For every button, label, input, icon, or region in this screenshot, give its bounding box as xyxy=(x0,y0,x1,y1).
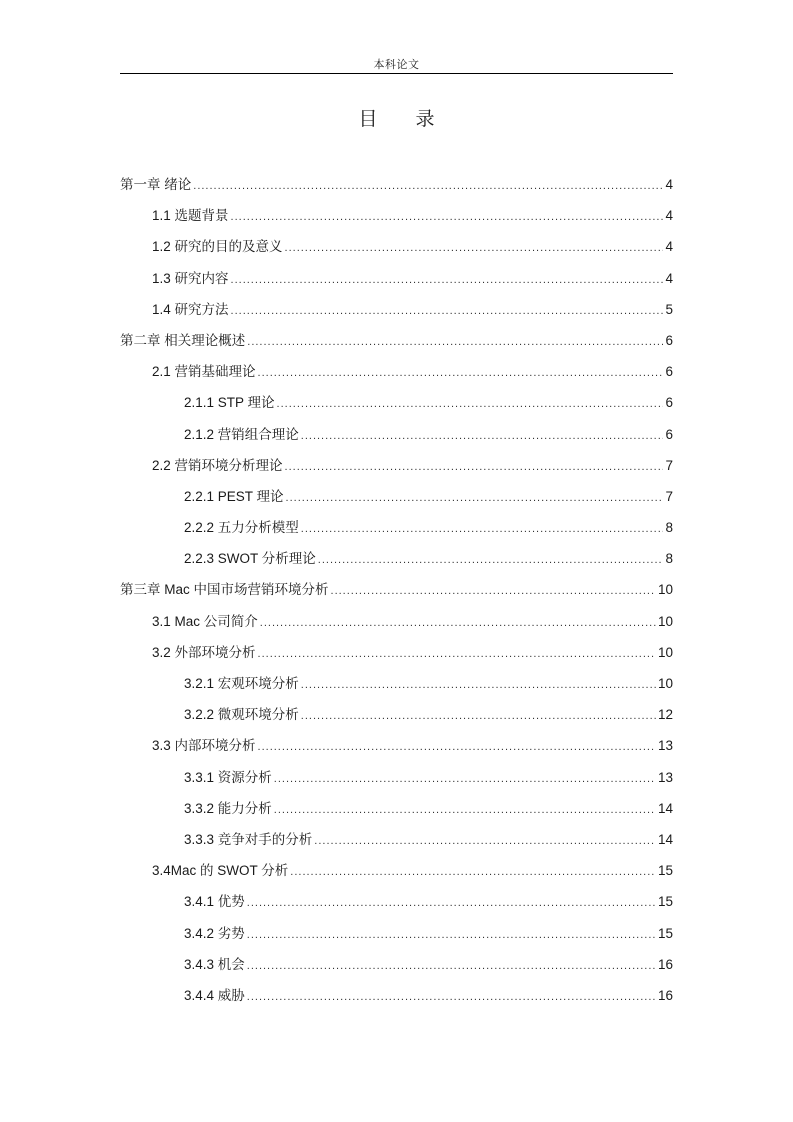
toc-dot-leader xyxy=(301,705,656,727)
running-header: 本科论文 xyxy=(373,58,420,71)
toc-entry-title: 2.2 营销环境分析理论 xyxy=(152,457,283,473)
toc-dot-leader xyxy=(285,456,664,478)
toc-entry[interactable] xyxy=(120,174,673,205)
toc-entry[interactable] xyxy=(120,829,673,860)
toc-dot-leader xyxy=(274,768,656,790)
toc-entry-page-number: 6 xyxy=(665,426,673,442)
toc-entry-title: 3.3.3 竞争对手的分析 xyxy=(184,831,313,847)
toc-entry-page-number: 12 xyxy=(657,707,673,723)
toc-entry-title: 3.4.1 优势 xyxy=(184,894,245,910)
toc-entry-page-number: 15 xyxy=(657,894,673,910)
toc-dot-leader xyxy=(318,549,664,571)
toc-dot-leader xyxy=(285,237,664,259)
toc-entry-title: 3.4.2 劣势 xyxy=(184,925,245,941)
toc-entry-page-number: 5 xyxy=(665,301,673,317)
toc-entry[interactable] xyxy=(120,985,673,1016)
toc-entry-title: 2.1.2 营销组合理论 xyxy=(184,426,299,442)
toc-dot-leader xyxy=(301,518,664,540)
toc-entry[interactable] xyxy=(120,860,673,891)
toc-dot-leader xyxy=(314,830,656,852)
toc-entry-title: 1.2 研究的目的及意义 xyxy=(152,239,283,255)
toc-dot-leader xyxy=(301,425,664,447)
toc-title: 目 录 xyxy=(358,108,451,130)
toc-dot-leader xyxy=(231,269,664,291)
toc-entry-title: 1.1 选题背景 xyxy=(152,208,229,224)
toc-entry-title: 2.2.3 SWOT 分析理论 xyxy=(184,551,316,567)
toc-entry[interactable] xyxy=(120,268,673,299)
toc-entry-page-number: 15 xyxy=(657,925,673,941)
toc-entry-title: 2.1.1 STP 理论 xyxy=(184,395,275,411)
toc-entry[interactable] xyxy=(120,205,673,236)
toc-entry-title: 3.4Mac 的 SWOT 分析 xyxy=(152,863,289,879)
toc-dot-leader xyxy=(247,924,656,946)
toc-entry-title: 1.4 研究方法 xyxy=(152,301,229,317)
toc-entry-title: 3.2.2 微观环境分析 xyxy=(184,707,299,723)
toc-dot-leader xyxy=(301,674,656,696)
toc-entry-page-number: 6 xyxy=(665,395,673,411)
toc-dot-leader xyxy=(247,955,656,977)
toc-entry[interactable] xyxy=(120,517,673,548)
toc-dot-leader xyxy=(290,861,656,883)
toc-entry-title: 第三章 Mac 中国市场营销环境分析 xyxy=(120,582,329,598)
toc-dot-leader xyxy=(258,643,656,665)
toc-entry[interactable] xyxy=(120,704,673,735)
toc-entry-title: 3.3.2 能力分析 xyxy=(184,800,272,816)
toc-entry[interactable] xyxy=(120,579,673,610)
toc-entry-page-number: 4 xyxy=(665,177,673,192)
toc-entry-page-number: 10 xyxy=(657,644,673,660)
toc-entry-page-number: 14 xyxy=(657,831,673,847)
toc-entry-title: 3.2 外部环境分析 xyxy=(152,644,256,660)
toc-entry-title: 1.3 研究内容 xyxy=(152,270,229,286)
toc-entry[interactable] xyxy=(120,361,673,392)
toc-entry[interactable] xyxy=(120,642,673,673)
toc-entry-page-number: 15 xyxy=(657,863,673,879)
toc-entry[interactable] xyxy=(120,891,673,922)
toc-entry[interactable] xyxy=(120,548,673,579)
toc-entry[interactable] xyxy=(120,673,673,704)
toc-entry-title: 2.2.1 PEST 理论 xyxy=(184,488,284,504)
toc-entry-page-number: 10 xyxy=(657,676,673,691)
toc-dot-leader xyxy=(260,612,656,634)
toc-entry[interactable] xyxy=(120,455,673,486)
toc-entry-page-number: 7 xyxy=(665,488,673,504)
toc-entry-page-number: 10 xyxy=(657,613,673,629)
toc-entry[interactable] xyxy=(120,735,673,766)
toc-entry-title: 3.2.1 宏观环境分析 xyxy=(184,676,299,691)
toc-entry[interactable] xyxy=(120,923,673,954)
toc-entry-page-number: 6 xyxy=(665,364,673,380)
toc-entry-page-number: 4 xyxy=(665,270,673,286)
toc-entry-title: 3.1 Mac 公司简介 xyxy=(152,613,258,629)
toc-entry-page-number: 14 xyxy=(657,800,673,816)
toc-entry-title: 2.1 营销基础理论 xyxy=(152,364,256,380)
toc-entry-page-number: 13 xyxy=(657,769,673,785)
toc-entry[interactable] xyxy=(120,424,673,455)
header-rule xyxy=(120,73,673,74)
toc-entry[interactable] xyxy=(120,330,673,361)
toc-entry-title: 3.3.1 资源分析 xyxy=(184,769,272,785)
table-of-contents xyxy=(120,174,673,1016)
toc-entry-title: 3.4.4 威胁 xyxy=(184,987,245,1003)
toc-entry-page-number: 8 xyxy=(665,520,673,536)
toc-entry[interactable] xyxy=(120,392,673,423)
toc-entry[interactable] xyxy=(120,486,673,517)
toc-entry-title: 第二章 相关理论概述 xyxy=(120,332,246,348)
toc-dot-leader xyxy=(286,487,664,509)
toc-dot-leader xyxy=(231,300,664,322)
toc-dot-leader xyxy=(277,393,664,415)
toc-dot-leader xyxy=(274,799,656,821)
toc-entry-page-number: 6 xyxy=(665,332,673,348)
toc-entry[interactable] xyxy=(120,611,673,642)
toc-entry[interactable] xyxy=(120,236,673,267)
toc-entry-page-number: 4 xyxy=(665,239,673,255)
toc-entry-page-number: 10 xyxy=(657,582,673,598)
toc-dot-leader xyxy=(247,986,656,1008)
toc-entry-page-number: 8 xyxy=(665,551,673,567)
toc-entry-title: 第一章 绪论 xyxy=(120,177,192,192)
toc-entry-page-number: 13 xyxy=(657,738,673,754)
toc-dot-leader xyxy=(258,736,656,758)
toc-entry[interactable] xyxy=(120,954,673,985)
toc-entry-title: 3.4.3 机会 xyxy=(184,956,245,972)
toc-dot-leader xyxy=(258,362,664,384)
toc-entry[interactable] xyxy=(120,299,673,330)
toc-entry-page-number: 16 xyxy=(657,987,673,1003)
toc-dot-leader xyxy=(331,580,656,602)
toc-dot-leader xyxy=(231,206,664,228)
toc-dot-leader xyxy=(193,175,663,197)
toc-entry-title: 2.2.2 五力分析模型 xyxy=(184,520,299,536)
toc-entry[interactable] xyxy=(120,767,673,798)
toc-entry-page-number: 16 xyxy=(657,956,673,972)
toc-entry[interactable] xyxy=(120,798,673,829)
toc-entry-page-number: 7 xyxy=(665,457,673,473)
toc-entry-page-number: 4 xyxy=(665,208,673,224)
toc-dot-leader xyxy=(247,331,663,353)
toc-entry-title: 3.3 内部环境分析 xyxy=(152,738,256,754)
toc-dot-leader xyxy=(247,892,656,914)
